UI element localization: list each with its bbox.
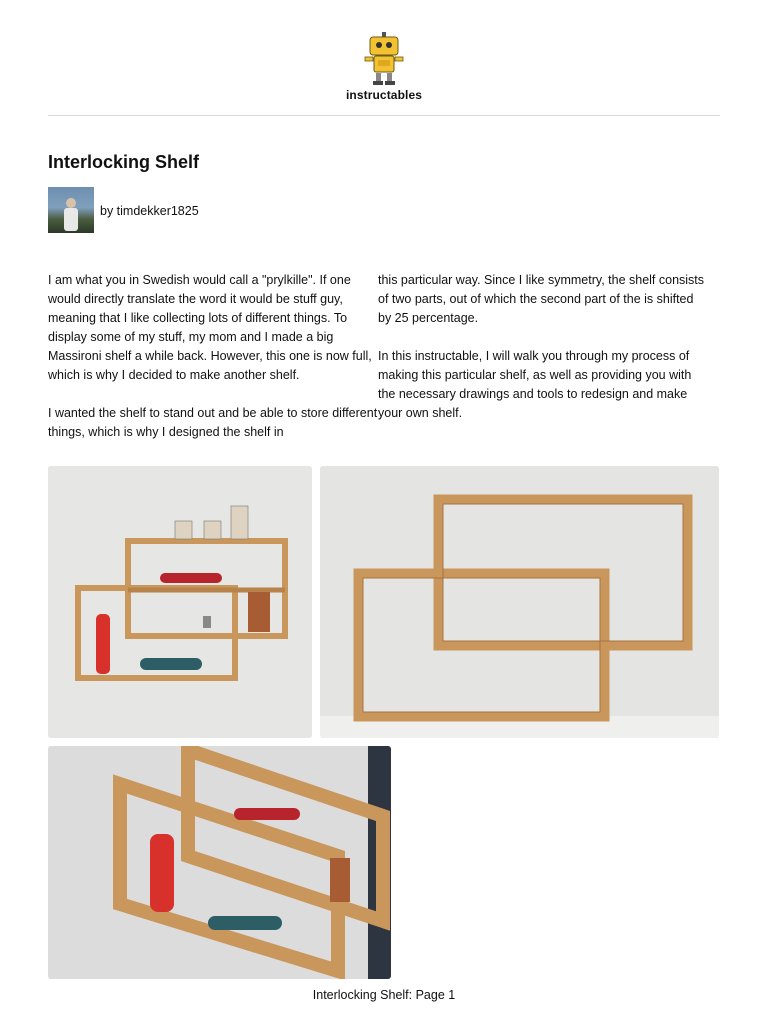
paragraph: I wanted the shelf to stand out and be able to store different things, which is why I designed the shelf in — [48, 406, 378, 439]
page-header — [0, 0, 768, 116]
paragraph: I am what you in Swedish would call a "prylkille". If one would directly translate the word it would be stuff guy, meaning that I like collecting lots of different things. To display some of my stuff, my mom and I made a big Massironi shelf a while back. However, this one is now full, which is why I decided to make another shelf. — [48, 273, 372, 382]
person-silhouette-icon — [62, 197, 80, 231]
header-divider — [48, 115, 720, 116]
robot-mascot-icon[interactable] — [362, 32, 406, 86]
shelf-photo-front-with-items[interactable] — [48, 466, 312, 738]
body-column-right — [378, 271, 708, 442]
paragraph: this particular way. Since I like symmetry, the shelf consists of two parts, out of which the second part of the is shifted by 25 percentage. — [378, 273, 705, 325]
brand-name[interactable]: instructables — [346, 88, 422, 102]
author-byline[interactable]: by timdekker1825 — [100, 204, 199, 218]
page-footer: Interlocking Shelf: Page 1 — [312, 988, 456, 1002]
body-column-left — [48, 271, 378, 461]
page-title: Interlocking Shelf — [48, 152, 200, 172]
author-avatar[interactable] — [48, 187, 94, 233]
paragraph: In this instructable, I will walk you through my process of making this particular shelf, as well as providing you with the necessary drawings and tools to redesign and make your own shelf. — [378, 349, 692, 420]
shelf-photo-angled[interactable] — [48, 746, 391, 979]
shelf-photo-empty-front[interactable] — [320, 466, 719, 738]
